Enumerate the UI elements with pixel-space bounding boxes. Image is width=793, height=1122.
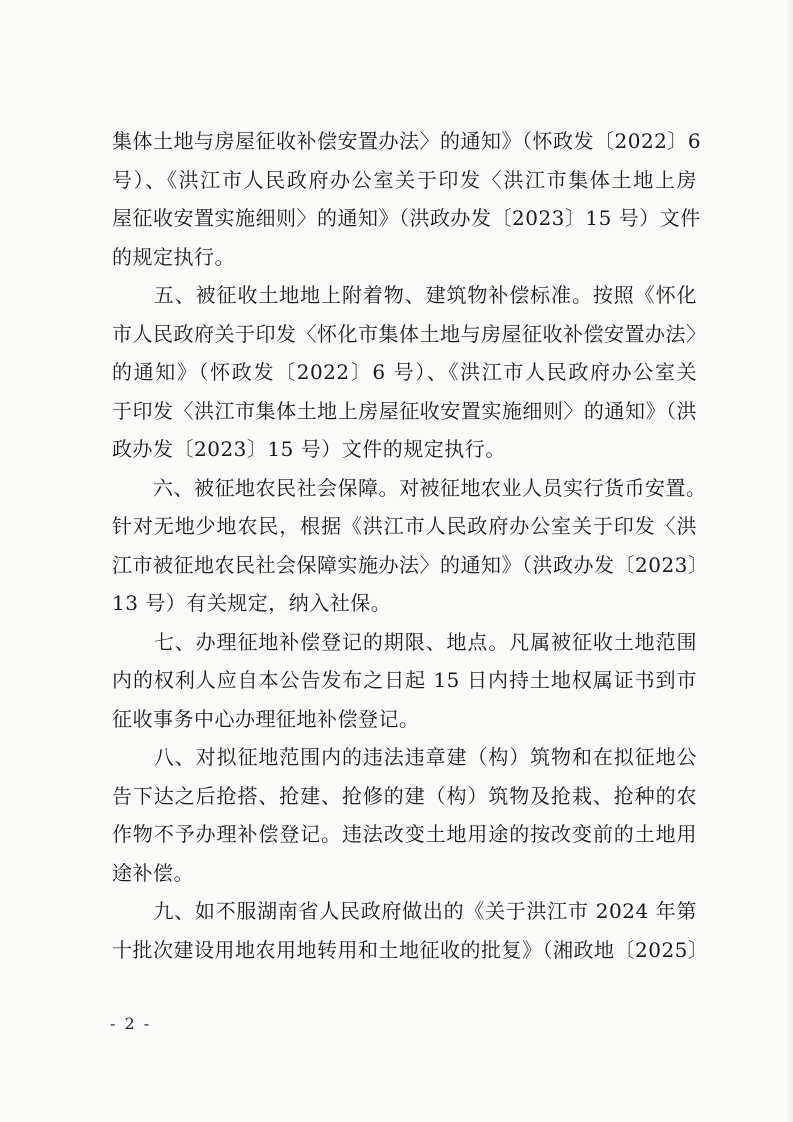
text-line: 五、被征收土地地上附着物、建筑物补偿标准。按照《怀化	[112, 283, 697, 307]
text-line: 号）、《洪江市人民政府办公室关于印发〈洪江市集体土地上房	[112, 167, 697, 192]
text-line: 十批次建设用地农用地转用和土地征收的批复》（湘政地〔2025〕	[112, 937, 709, 962]
page-number: - 2 -	[110, 1014, 152, 1033]
text-line: 八、对拟征地范围内的违法违章建（构）筑物和在拟征地公	[112, 745, 697, 769]
paragraph-six	[112, 469, 709, 623]
paragraph-nine	[112, 892, 709, 969]
text-line: 屋征收安置实施细则〉的通知》（洪政办发〔2023〕15 号）文件	[112, 206, 701, 230]
text-line: 七、办理征地补偿登记的期限、地点。凡属被征收土地范围	[112, 629, 697, 654]
text-line: 的通知》（怀政发〔2022〕6 号）、《洪江市人民政府办公室关	[112, 360, 697, 384]
paragraph-seven	[112, 623, 697, 739]
scan-edge-shadow	[785, 0, 793, 1122]
text-line: 六、被征地农民社会保障。对被征地农业人员实行货币安置。	[112, 475, 707, 500]
paragraph-continuation	[112, 122, 702, 276]
paragraph-five	[112, 276, 707, 469]
text-line: 针对无地少地农民，根据《洪江市人民政府办公室关于印发〈洪	[112, 514, 697, 538]
text-line: 内的权利人应自本公告发布之日起 15 日内持土地权属证书到市	[112, 668, 697, 692]
text-line: 告下达之后抢搭、抢建、抢修的建（构）筑物及抢栽、抢种的农	[112, 783, 697, 808]
text-line: 途补偿。	[112, 860, 194, 885]
text-line: 政办发〔2023〕15 号）文件的规定执行。	[112, 437, 506, 461]
document-body	[112, 122, 709, 969]
paragraph-eight	[112, 738, 697, 892]
text-line: 九、如不服湖南省人民政府做出的《关于洪江市 2024 年第	[112, 899, 697, 923]
text-line: 作物不予办理补偿登记。违法改变土地用途的按改变前的土地用	[112, 822, 697, 846]
text-line: 征收事务中心办理征地补偿登记。	[112, 706, 420, 731]
text-line: 江市被征地农民社会保障实施办法〉的通知》（洪政办发〔2023〕	[112, 552, 709, 577]
text-line: 市人民政府关于印发〈怀化市集体土地与房屋征收补偿安置办法〉	[112, 321, 707, 346]
text-line: 集体土地与房屋征收补偿安置办法〉的通知》（怀政发〔2022〕6	[112, 129, 702, 153]
text-line: 13 号）有关规定，纳入社保。	[112, 591, 392, 615]
text-line: 的规定执行。	[112, 244, 235, 269]
text-line: 于印发〈洪江市集体土地上房屋征收安置实施细则〉的通知》（洪	[112, 398, 697, 423]
